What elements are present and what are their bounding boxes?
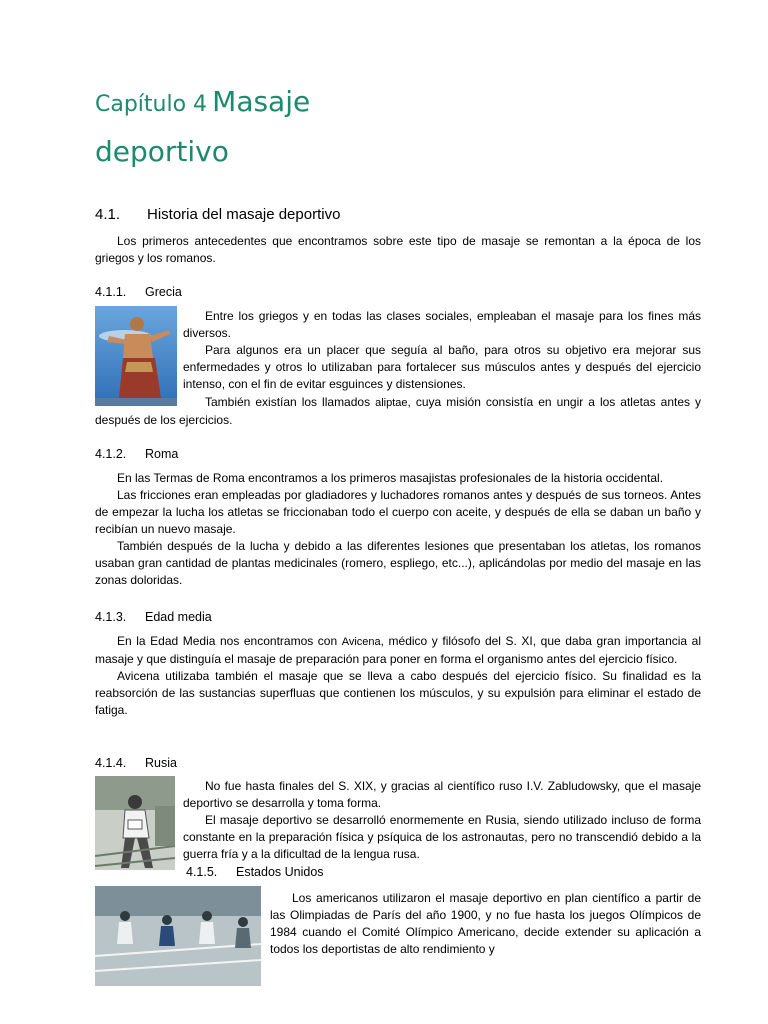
chapter-title-part2: deportivo: [95, 135, 229, 168]
subsection-heading-grecia: [95, 285, 182, 299]
grecia-paragraphs-wrapped: [183, 308, 701, 393]
greek-statue-image: [95, 306, 177, 406]
subsection-heading-rusia: [95, 756, 177, 770]
subsection-number: 4.1.2.: [95, 447, 127, 461]
roma-paragraph-2: Las fricciones eran empleadas por gladiadores y luchadores romanos antes y después de sus torneos. Antes de empezar la lucha los atletas se friccionaban todo el cuerpo con aceite, y después de ella se daban un baño y recibían un nuevo masaje.: [95, 488, 701, 536]
grecia-paragraph-2: Para algunos era un placer que seguía al baño, para otros su objetivo era mejorar sus enfermedades y otros lo utilizaban para fortalecer sus músculos antes y después del ejercicio intenso, con el fin de evitar esguinces y distensiones.: [183, 343, 701, 391]
grecia-p3-term: aliptae: [375, 397, 408, 409]
roma-paragraph-3: También después de la lucha y debido a las diferentes lesiones que presentaban los atletas, los romanos usaban gran cantidad de plantas medicinales (romero, espliego, etc...), aplicándolas por medio del masaje en las zonas doloridas.: [95, 539, 701, 587]
subsection-title: Rusia: [145, 756, 177, 770]
section-number: 4.1.: [95, 206, 121, 223]
section-title: Historia del masaje deportivo: [147, 206, 341, 223]
grecia-paragraph-3: [95, 394, 701, 429]
subsection-title: Grecia: [145, 285, 182, 299]
intro-paragraph: [95, 233, 701, 267]
edad-media-paragraph-1: [95, 633, 701, 668]
subsection-number: 4.1.1.: [95, 285, 127, 299]
subsection-heading-roma: [95, 447, 178, 461]
chapter-label: Capítulo 4: [95, 92, 208, 117]
eeuu-paragraphs: [270, 890, 701, 958]
chapter-title: [95, 85, 495, 168]
olympic-race-illustration: [95, 886, 261, 986]
intro-text: Los primeros antecedentes que encontramos sobre este tipo de masaje se remontan a la época de los griegos y los romanos.: [95, 234, 701, 265]
subsection-title: Edad media: [145, 610, 212, 624]
section-heading: [95, 206, 340, 223]
olympic-race-photo: [95, 886, 261, 986]
edad-media-p1-text-a: En la Edad Media nos encontramos con: [117, 634, 342, 648]
subsection-title: Roma: [145, 447, 179, 461]
subsection-title: Estados Unidos: [236, 865, 324, 879]
subsection-heading-eeuu: [186, 865, 324, 879]
runner-photo: [95, 776, 175, 870]
subsection-heading-edad-media: [95, 610, 212, 624]
grecia-p3-text-a: También existían los llamados: [205, 395, 376, 409]
rusia-paragraphs: [183, 778, 701, 863]
subsection-number: 4.1.3.: [95, 610, 127, 624]
edad-media-p1-term: Avicena: [341, 636, 381, 648]
subsection-number: 4.1.4.: [95, 756, 127, 770]
rusia-paragraph-2: El masaje deportivo se desarrolló enormemente en Rusia, siendo utilizado incluso de forma constante en la preparación física y psíquica de los astronautas, pero no transcendió debido a la guerra fría y a la dificultad de la lengua rusa.: [183, 813, 701, 861]
edad-media-paragraph-2: Avicena utilizaba también el masaje que se lleva a cabo después del ejercicio físico. Su finalidad es la reabsorción de las sustancias superfluas que contienen los músculos, y su expulsión para eliminar el estado de fatiga.: [95, 669, 701, 717]
grecia-p3-text-b: , cuya misión consistía en ungir a los atletas antes y después de los ejercicios.: [95, 395, 701, 427]
eeuu-paragraph-1: Los americanos utilizaron el masaje deportivo en plan científico a partir de las Olimpiadas de París del año 1900, y no fue hasta los juegos Olímpicos de 1984 cuando el Comité Olímpico Americano, decide extender su aplicación a todos los deportistas de alto rendimiento y: [270, 891, 701, 956]
roma-paragraphs: [95, 470, 701, 589]
chapter-title-part1: Masaje: [212, 85, 311, 118]
edad-media-paragraphs: [95, 633, 701, 719]
rusia-paragraph-1: No fue hasta finales del S. XIX, y gracias al científico ruso I.V. Zabludowsky, que el masaje deportivo se desarrolla y toma forma.: [183, 779, 701, 810]
runner-illustration: [95, 776, 175, 870]
grecia-paragraph-1: Entre los griegos y en todas las clases sociales, empleaban el masaje para los fines más diversos.: [183, 309, 701, 340]
subsection-number: 4.1.5.: [186, 865, 218, 879]
edad-media-p1-text-b: , médico y filósofo del S. XI, que daba gran importancia al masaje y que distinguía el masaje de preparación para poner en forma el organismo antes del ejercicio físico.: [95, 634, 701, 666]
greek-statue-illustration: [95, 306, 177, 406]
roma-paragraph-1: En las Termas de Roma encontramos a los primeros masajistas profesionales de la historia occidental.: [117, 471, 664, 485]
